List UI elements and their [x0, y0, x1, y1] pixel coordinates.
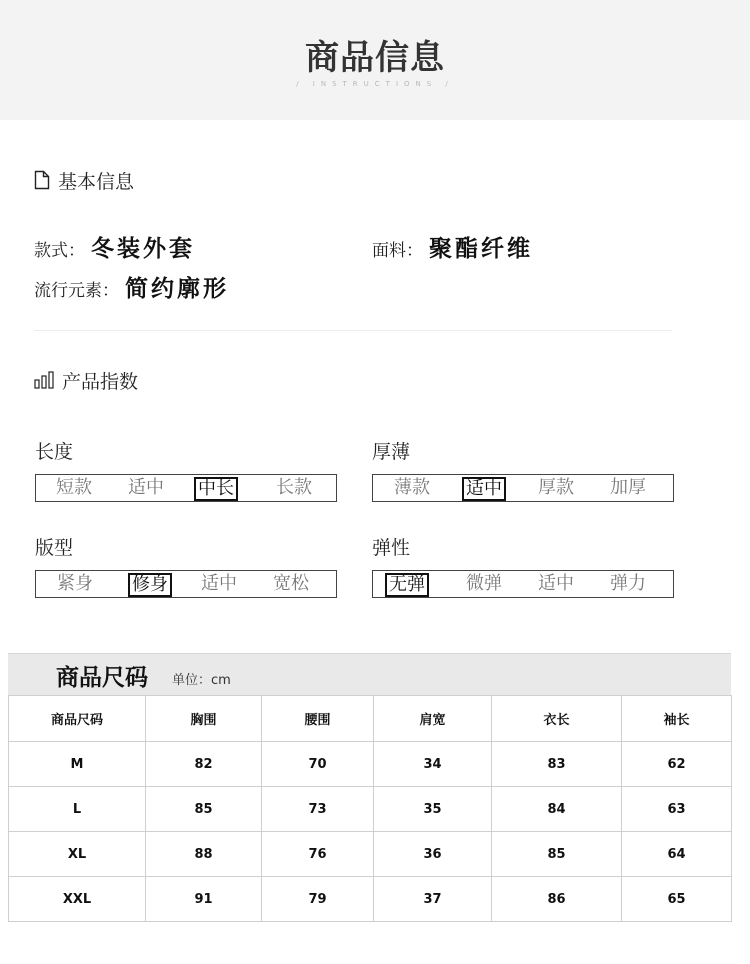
scale-thickness-option-3: 厚款 — [538, 477, 574, 498]
table-cell: XL — [9, 832, 146, 877]
scale-elasticity-title: 弹性 — [372, 537, 411, 559]
document-icon — [34, 170, 50, 190]
page-subtitle: / INSTRUCTIONS / — [296, 80, 454, 88]
scale-elasticity-option-2: 微弹 — [466, 573, 502, 594]
table-row — [9, 742, 732, 787]
table-row — [9, 832, 732, 877]
scale-fit-option-1: 紧身 — [57, 573, 93, 594]
table-cell: M — [9, 742, 146, 787]
info-fabric-key: 面料： — [372, 241, 423, 261]
table-cell: 79 — [262, 877, 374, 922]
basic-info-label: 基本信息 — [58, 170, 135, 193]
column-header: 商品尺码 — [9, 696, 146, 742]
table-cell: L — [9, 787, 146, 832]
table-cell: 88 — [146, 832, 262, 877]
table-cell: 36 — [374, 832, 492, 877]
table-row — [9, 787, 732, 832]
scale-length-option-selected: 中长 — [194, 477, 238, 501]
scale-thickness — [372, 474, 674, 502]
page-header — [0, 0, 750, 120]
table-cell: 73 — [262, 787, 374, 832]
scale-thickness-title: 厚薄 — [372, 441, 411, 463]
scale-elasticity — [372, 570, 674, 598]
product-index-heading — [34, 368, 138, 392]
basic-info-heading — [34, 168, 134, 192]
scale-fit-option-selected: 修身 — [128, 573, 172, 597]
table-cell: 62 — [622, 742, 732, 787]
column-header: 袖长 — [622, 696, 732, 742]
table-cell: 35 — [374, 787, 492, 832]
scale-length-option-1: 短款 — [56, 477, 92, 498]
scale-length — [35, 474, 337, 502]
table-cell: 76 — [262, 832, 374, 877]
column-header: 衣长 — [492, 696, 622, 742]
table-cell: 85 — [492, 832, 622, 877]
scale-thickness-option-selected: 适中 — [462, 477, 506, 501]
table-cell: 84 — [492, 787, 622, 832]
table-cell: 65 — [622, 877, 732, 922]
table-cell: 34 — [374, 742, 492, 787]
table-cell: 37 — [374, 877, 492, 922]
info-style — [34, 230, 195, 263]
product-index-label: 产品指数 — [62, 370, 139, 393]
info-trend — [34, 270, 229, 303]
table-cell: 63 — [622, 787, 732, 832]
section-divider — [34, 330, 672, 331]
scale-length-title: 长度 — [35, 441, 74, 463]
scale-fit-title: 版型 — [35, 537, 74, 559]
info-fabric-value: 聚酯纤维 — [429, 236, 533, 262]
table-cell: 82 — [146, 742, 262, 787]
info-trend-value: 简约廓形 — [125, 276, 229, 302]
scale-fit-option-3: 适中 — [201, 573, 237, 594]
scale-thickness-option-1: 薄款 — [394, 477, 430, 498]
scale-fit-option-4: 宽松 — [273, 573, 309, 594]
column-header: 胸围 — [146, 696, 262, 742]
table-cell: 85 — [146, 787, 262, 832]
scale-elasticity-option-selected: 无弹 — [385, 573, 429, 597]
table-cell: XXL — [9, 877, 146, 922]
table-cell: 86 — [492, 877, 622, 922]
table-row — [9, 877, 732, 922]
scale-length-option-4: 长款 — [276, 477, 312, 498]
table-cell: 83 — [492, 742, 622, 787]
bar-chart-icon — [34, 371, 54, 389]
table-cell: 70 — [262, 742, 374, 787]
table-cell: 91 — [146, 877, 262, 922]
page-title: 商品信息 — [305, 38, 445, 78]
scale-elasticity-option-3: 适中 — [538, 573, 574, 594]
info-trend-key: 流行元素： — [34, 281, 119, 301]
size-table — [8, 695, 732, 922]
info-style-key: 款式： — [34, 241, 85, 261]
column-header: 腰围 — [262, 696, 374, 742]
scale-length-option-2: 适中 — [128, 477, 164, 498]
size-chart-title: 商品尺码 — [56, 665, 148, 691]
info-fabric — [372, 230, 533, 263]
scale-elasticity-option-4: 弹力 — [610, 573, 646, 594]
column-header: 肩宽 — [374, 696, 492, 742]
info-style-value: 冬装外套 — [91, 236, 195, 262]
scale-fit — [35, 570, 337, 598]
table-cell: 64 — [622, 832, 732, 877]
scale-thickness-option-4: 加厚 — [610, 477, 646, 498]
size-table-header-row — [9, 696, 732, 742]
size-chart-unit: 单位：cm — [172, 673, 231, 688]
